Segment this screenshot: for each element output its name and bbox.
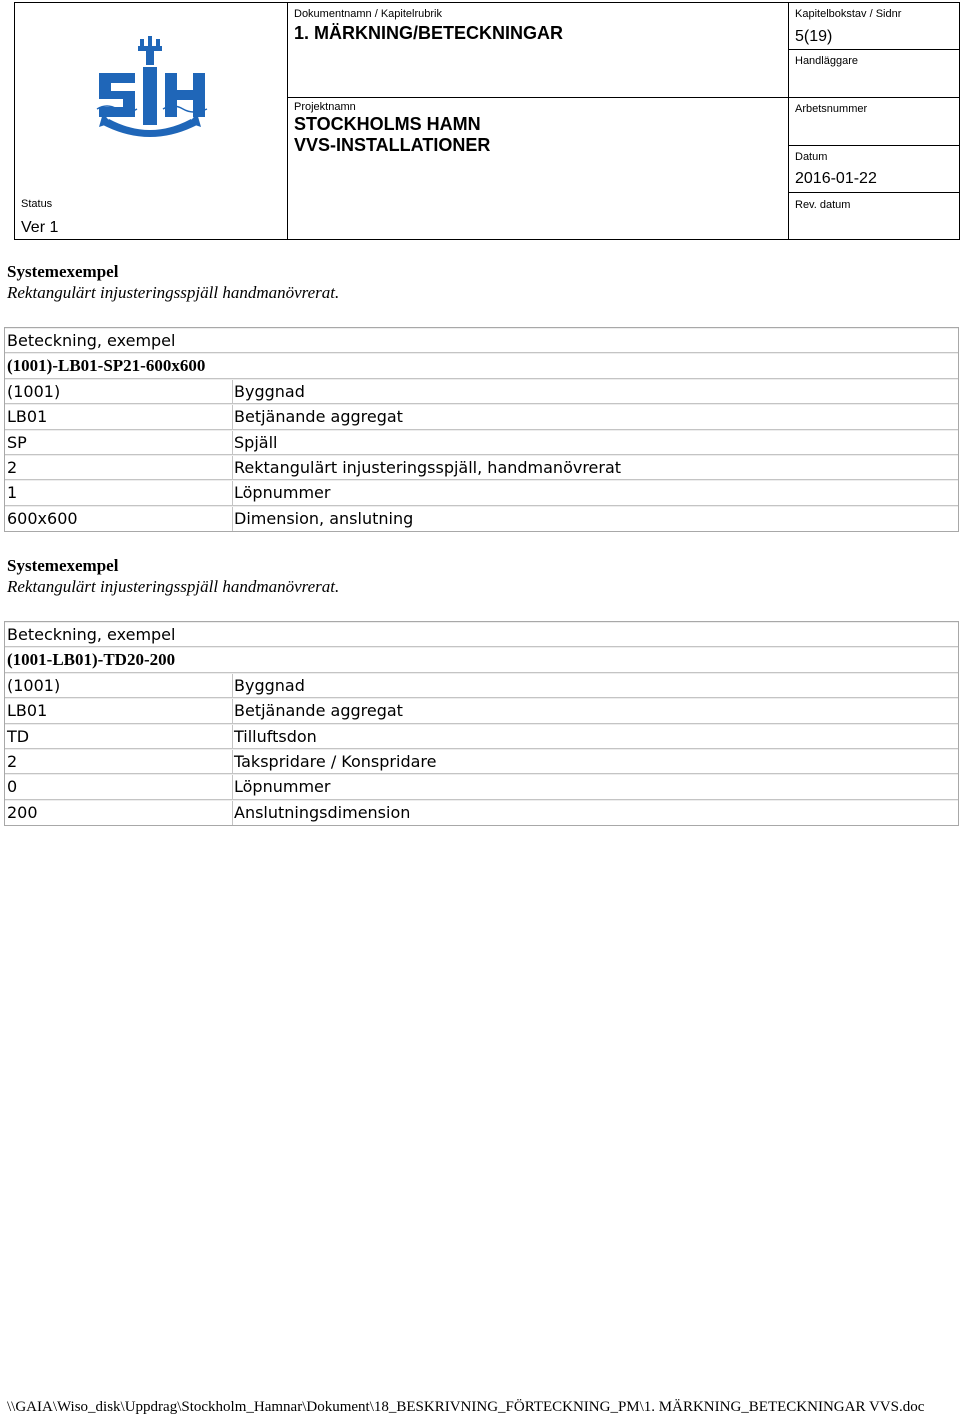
row-key: 0 <box>5 775 233 798</box>
designation-table <box>4 327 959 532</box>
row-key: (1001) <box>5 380 233 403</box>
table-header: Beteckning, exempel <box>7 625 176 644</box>
table-row <box>5 749 958 774</box>
row-description: Betjänande aggregat <box>234 701 403 721</box>
section-title: Systemexempel <box>7 556 119 575</box>
handler-label: Handläggare <box>795 55 858 67</box>
document-name-label: Dokumentnamn / Kapitelrubrik <box>294 8 442 20</box>
status-label: Status <box>21 198 53 210</box>
designation-code: (1001-LB01)-TD20-200 <box>7 650 176 670</box>
chapter-cell <box>788 2 960 50</box>
table-header: Beteckning, exempel <box>7 331 176 350</box>
table-row <box>5 506 958 531</box>
project-name-line2: VVS-INSTALLATIONER <box>294 135 491 155</box>
section-subtitle: Rektangulärt injusteringsspjäll handmanövrerat. <box>7 577 340 596</box>
project-name-line1: STOCKHOLMS HAMN <box>294 114 481 134</box>
table-row <box>5 800 958 825</box>
date-label: Datum <box>795 151 828 163</box>
row-key: LB01 <box>5 699 233 722</box>
table-row <box>5 774 958 799</box>
document-title: 1. MÄRKNING/BETECKNINGAR <box>294 23 564 43</box>
page-number: 5(19) <box>795 28 833 45</box>
rev-date-cell <box>788 192 960 240</box>
table-row <box>5 698 958 723</box>
handler-cell <box>788 49 960 98</box>
row-description: Byggnad <box>234 675 305 695</box>
file-path-footer: \\GAIA\Wiso_disk\Uppdrag\Stockholm_Hamnar\Dokument\18_BESKRIVNING_FÖRTECKNING_PM\1. MÄRKNING_BETECKNINGAR VVS.doc <box>7 1399 925 1415</box>
code-row <box>5 353 958 378</box>
row-description: Byggnad <box>234 381 305 401</box>
section-title: Systemexempel <box>7 262 119 281</box>
row-description: Rektangulärt injusteringsspjäll, handmanövrerat <box>234 457 622 477</box>
date-value: 2016-01-22 <box>795 170 877 187</box>
row-description: Anslutningsdimension <box>234 802 411 822</box>
designation-code: (1001)-LB01-SP21-600x600 <box>7 356 206 376</box>
code-row <box>5 647 958 672</box>
rev-date-label: Rev. datum <box>795 199 851 211</box>
table-row <box>5 455 958 480</box>
row-key: TD <box>5 725 233 748</box>
section-subtitle: Rektangulärt injusteringsspjäll handmanövrerat. <box>7 283 340 302</box>
project-label: Projektnamn <box>294 101 356 113</box>
row-key: 2 <box>5 750 233 773</box>
project-cell <box>287 97 789 240</box>
designation-table <box>4 621 959 826</box>
worknumber-cell <box>788 97 960 146</box>
table-row <box>5 673 958 698</box>
table-header-row <box>5 622 958 647</box>
row-key: 1 <box>5 481 233 504</box>
row-description: Takspridare / Konspridare <box>234 751 437 771</box>
row-key: (1001) <box>5 674 233 697</box>
row-key: 200 <box>5 801 233 825</box>
row-key: LB01 <box>5 405 233 428</box>
document-header <box>14 2 960 240</box>
stockholms-hamn-logo-icon <box>95 33 211 143</box>
date-cell <box>788 145 960 193</box>
row-key: 600x600 <box>5 507 233 531</box>
row-key: SP <box>5 431 233 454</box>
row-description: Tilluftsdon <box>234 726 317 746</box>
table-row <box>5 430 958 455</box>
table-header-row <box>5 328 958 353</box>
table-row <box>5 724 958 749</box>
chapter-label: Kapitelbokstav / Sidnr <box>795 8 902 20</box>
row-description: Löpnummer <box>234 777 331 797</box>
table-row <box>5 480 958 505</box>
status-value: Ver 1 <box>21 219 59 236</box>
row-description: Löpnummer <box>234 483 331 503</box>
table-row <box>5 379 958 404</box>
row-key: 2 <box>5 456 233 479</box>
row-description: Betjänande aggregat <box>234 407 403 427</box>
logo-status-cell <box>14 2 288 240</box>
row-description: Dimension, anslutning <box>234 508 414 528</box>
row-description: Spjäll <box>234 432 278 452</box>
worknumber-label: Arbetsnummer <box>795 103 868 115</box>
document-name-cell <box>287 2 789 98</box>
table-row <box>5 404 958 429</box>
